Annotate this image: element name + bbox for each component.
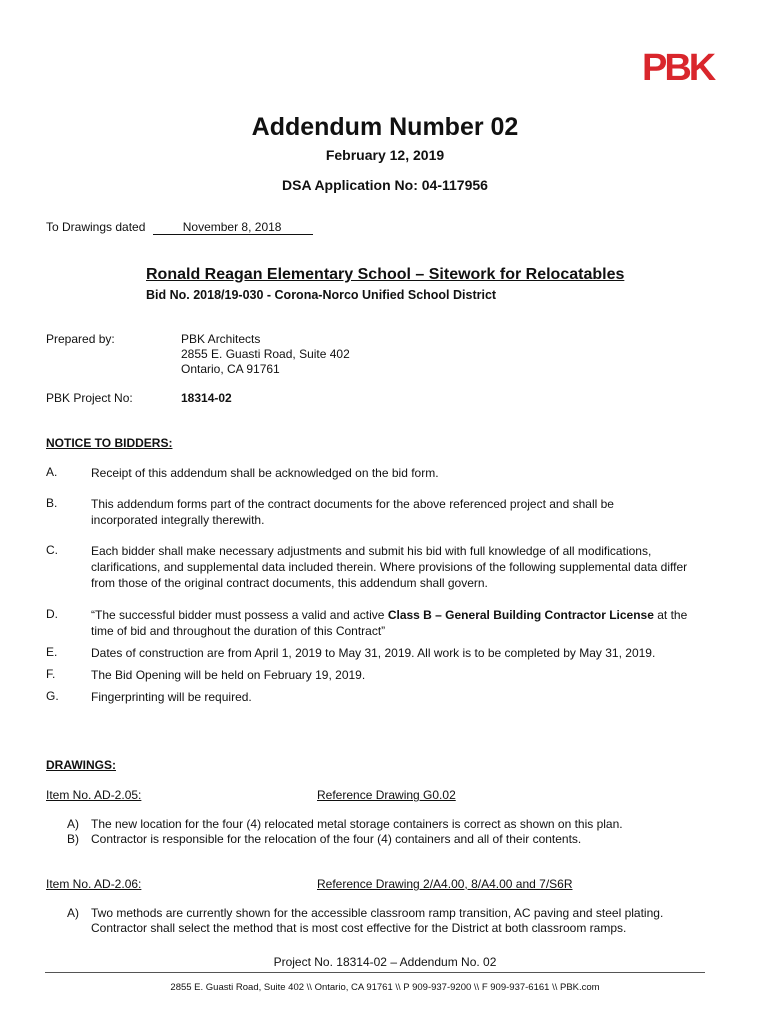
sub-letter: A): [67, 817, 79, 831]
sub-letter: B): [67, 832, 79, 846]
notice-letter: G.: [46, 689, 59, 703]
project-name: Ronald Reagan Elementary School – Sitework for Relocatables: [146, 266, 625, 283]
pbk-logo: [640, 47, 730, 85]
project-no-value: 18314-02: [181, 391, 232, 405]
drawing-reference: Reference Drawing 2/A4.00, 8/A4.00 and 7/S6R: [317, 877, 573, 891]
notice-text: Dates of construction are from April 1, 2019 to May 31, 2019. All work is to be completed by May 31, 2019.: [91, 646, 656, 660]
drawings-dated-label: To Drawings dated: [46, 220, 146, 234]
drawings-dated: [46, 220, 313, 235]
drawings-heading: DRAWINGS:: [46, 758, 116, 772]
prepared-block: [181, 332, 350, 377]
document-title: Addendum Number 02: [251, 113, 519, 141]
drawing-item-number: Item No. AD-2.06:: [46, 877, 142, 891]
footer-divider: [45, 972, 705, 973]
footer-address: 2855 E. Guasti Road, Suite 402 \\ Ontario, CA 91761 \\ P 909-937-9200 \\ F 909-937-6161 \\ PBK.com: [170, 982, 600, 993]
notice-text: The Bid Opening will be held on February 19, 2019.: [91, 668, 366, 682]
drawing-reference: Reference Drawing G0.02: [317, 788, 456, 802]
notice-heading: NOTICE TO BIDDERS:: [46, 436, 173, 450]
notice-letter: C.: [46, 543, 58, 557]
drawing-item-number: Item No. AD-2.05:: [46, 788, 142, 802]
notice-text: Fingerprinting will be required.: [91, 690, 252, 704]
project-no-label: PBK Project No:: [46, 391, 133, 405]
notice-letter: F.: [46, 667, 56, 681]
dsa-application: DSA Application No: 04-117956: [282, 177, 488, 193]
notice-text: This addendum forms part of the contract documents for the above referenced project and shall be incorporated integrally therewith.: [91, 497, 614, 527]
drawings-dated-value: November 8, 2018: [153, 221, 313, 235]
notice-letter: D.: [46, 607, 58, 621]
notice-text-pre: “The successful bidder must possess a valid and active: [91, 608, 388, 622]
notice-text: Receipt of this addendum shall be acknowledged on the bid form.: [91, 466, 439, 480]
prepared-line: PBK Architects: [181, 332, 261, 346]
logo-text: PBK: [642, 47, 714, 85]
notice-text: [91, 607, 703, 639]
notice-text: Each bidder shall make necessary adjustments and submit his bid with full knowledge of all modifications, clarifications, and supplemental data included therein. Where provisions of the following supplemental data differ from those of the original contract documents, this addendum shall govern.: [91, 544, 688, 590]
sub-text: The new location for the four (4) relocated metal storage containers is correct as shown on this plan.: [91, 817, 623, 831]
prepared-line: 2855 E. Guasti Road, Suite 402: [181, 347, 350, 361]
prepared-line: Ontario, CA 91761: [181, 362, 280, 376]
notice-letter: B.: [46, 496, 58, 510]
sub-text: Contractor is responsible for the relocation of the four (4) containers and all of their contents.: [91, 832, 582, 846]
notice-letter: E.: [46, 645, 58, 659]
sub-text: Two methods are currently shown for the accessible classroom ramp transition, AC paving and steel plating. Contractor shall select the method that is most cost effective for the District at both classroom ramps.: [91, 906, 664, 935]
bid-number: Bid No. 2018/19-030 - Corona-Norco Unified School District: [146, 288, 497, 302]
document-date: February 12, 2019: [325, 147, 445, 163]
footer-project: Project No. 18314-02 – Addendum No. 02: [273, 955, 497, 969]
notice-text-post: at the time of bid and throughout the duration of this Contract”: [91, 608, 688, 638]
license-requirement: Class B – General Building Contractor License: [387, 608, 654, 622]
prepared-label: Prepared by:: [46, 332, 115, 346]
notice-letter: A.: [46, 465, 58, 479]
sub-letter: A): [67, 906, 79, 920]
